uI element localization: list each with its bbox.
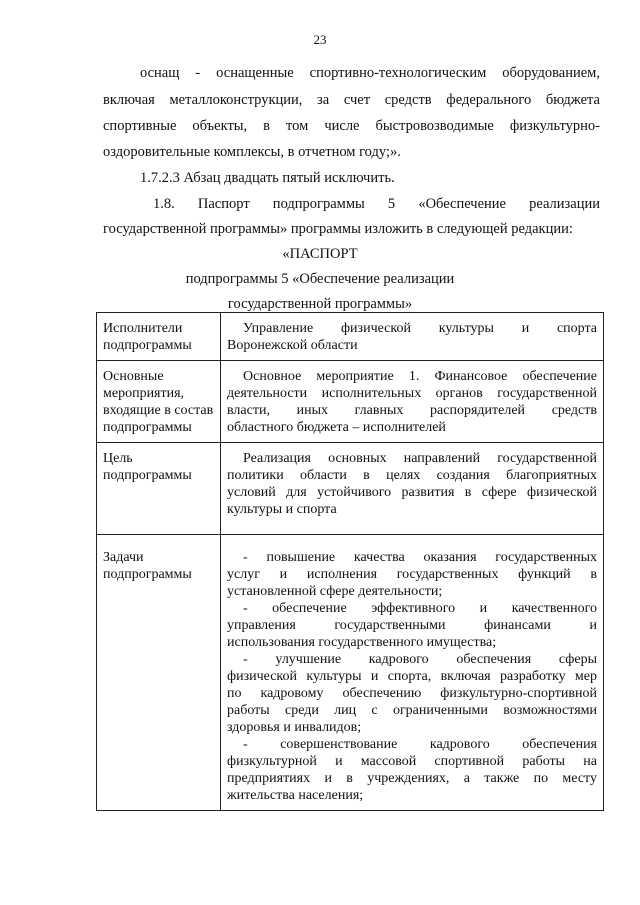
value-line: Реализация основных направлений государственной xyxy=(243,451,597,466)
value-line: Воронежской области xyxy=(227,338,358,353)
task-line: услуг и исполнения государственных функций в xyxy=(227,567,597,582)
task-line: по кадровому обеспечению физкультурно-спортивной xyxy=(227,686,597,701)
value-line: условий для устойчивого развития в сфере физической xyxy=(227,485,597,500)
intro-line: включая металлоконструкции, за счет средств федерального бюджета xyxy=(103,92,600,108)
task-line: здоровья и инвалидов; xyxy=(227,720,362,735)
task-line: физической культуры и спорта, включая разработку мер xyxy=(227,669,597,684)
task-line: - обеспечение эффективного и качественного xyxy=(243,601,597,616)
value-line: деятельности исполнительных органов государственной xyxy=(227,386,597,401)
label-line: входящие в состав xyxy=(103,403,214,418)
value-line: Основное мероприятие 1. Финансовое обеспечение xyxy=(243,369,597,384)
task-line: жительства населения; xyxy=(227,788,364,803)
label-line: мероприятия, xyxy=(103,386,185,401)
intro-line: спортивные объекты, в том числе быстровозводимые физкультурно- xyxy=(103,118,600,134)
task-line: установленной сфере деятельности; xyxy=(227,584,443,599)
label-line: Основные xyxy=(103,369,164,384)
row-value-executors xyxy=(221,313,604,361)
value-line: Управление физической культуры и спорта xyxy=(243,321,597,336)
value-line: областного бюджета – исполнителей xyxy=(227,420,446,435)
label-line: подпрограммы xyxy=(103,338,192,353)
row-label-goal xyxy=(97,443,221,535)
passport-subtitle: подпрограммы 5 «Обеспечение реализации xyxy=(185,271,455,287)
label-line: подпрограммы xyxy=(103,567,192,582)
row-value-tasks xyxy=(221,535,604,811)
row-value-activities xyxy=(221,361,604,443)
passport-table xyxy=(96,312,604,811)
task-line: предприятиях и в учреждениях, а также по месту xyxy=(227,771,597,786)
passport-subtitle: государственной программы» xyxy=(227,296,413,312)
row-label-activities xyxy=(97,361,221,443)
label-line: Исполнители xyxy=(103,321,183,336)
label-line: Задачи xyxy=(103,550,144,565)
value-line: власти, иных главных распорядителей средств xyxy=(227,403,597,418)
intro-line: 1.8. Паспорт подпрограммы 5 «Обеспечение реализации xyxy=(153,196,600,212)
task-line: физкультурной и массовой спортивной работы на xyxy=(227,754,597,769)
table-row xyxy=(97,443,604,535)
intro-line: оздоровительные комплексы, в отчетном году;». xyxy=(103,144,401,160)
row-value-goal xyxy=(221,443,604,535)
intro-line: 1.7.2.3 Абзац двадцать пятый исключить. xyxy=(140,170,395,186)
table-row xyxy=(97,313,604,361)
intro-line: оснащ - оснащенные спортивно-технологическим оборудованием, xyxy=(140,65,600,81)
row-label-tasks xyxy=(97,535,221,811)
table-row xyxy=(97,361,604,443)
task-line: работы среди лиц с ограниченными возможностями xyxy=(227,703,597,718)
row-label-executors xyxy=(97,313,221,361)
task-line: - совершенствование кадрового обеспечения xyxy=(243,737,597,752)
label-line: подпрограммы xyxy=(103,420,192,435)
task-line: использования государственного имущества; xyxy=(227,635,497,650)
label-line: Цель xyxy=(103,451,133,466)
task-line: - улучшение кадрового обеспечения сферы xyxy=(243,652,597,667)
task-line: управления государственными финансами и xyxy=(227,618,597,633)
value-line: политики области в целях создания благоприятных xyxy=(227,468,597,483)
task-line: - повышение качества оказания государственных xyxy=(243,550,597,565)
intro-line: государственной программы» программы изложить в следующей редакции: xyxy=(103,221,573,237)
table-row xyxy=(97,535,604,811)
label-line: подпрограммы xyxy=(103,468,192,483)
page-number: 23 xyxy=(313,32,327,47)
value-line: культуры и спорта xyxy=(227,502,337,517)
passport-heading: «ПАСПОРТ xyxy=(282,246,358,262)
